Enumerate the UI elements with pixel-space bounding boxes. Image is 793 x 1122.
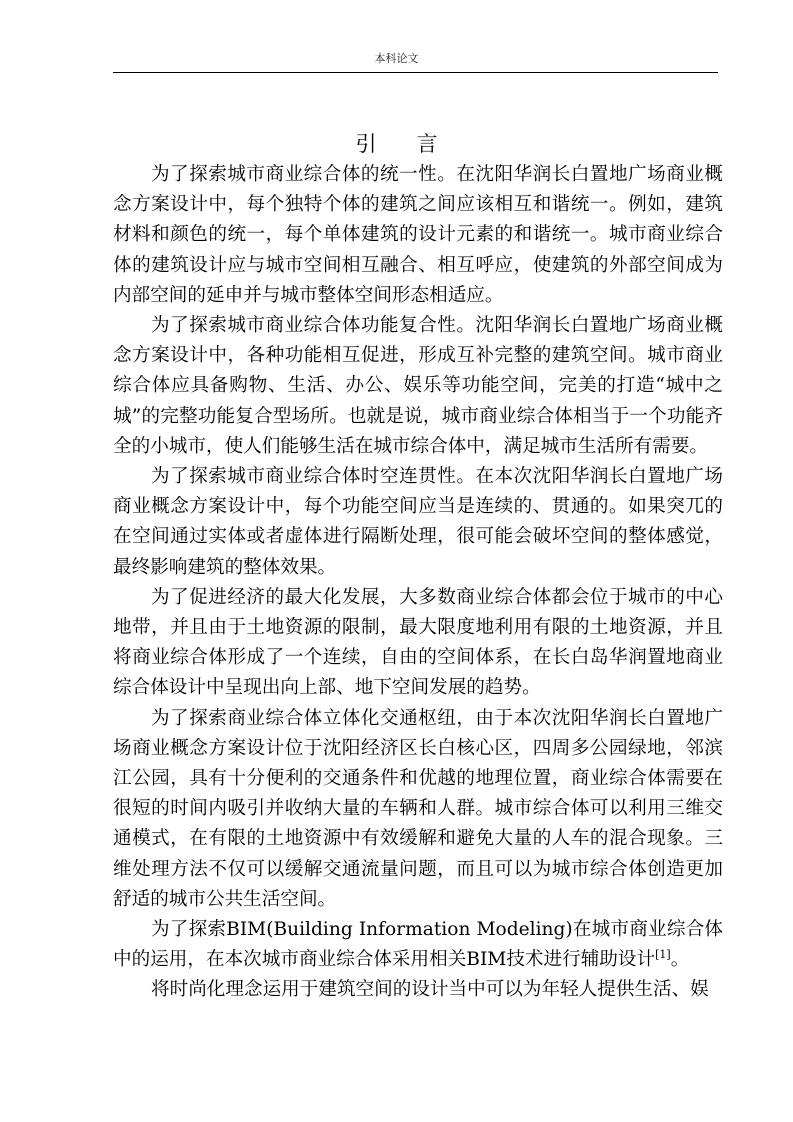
section-title [0, 130, 793, 158]
paragraph-economy: 为了促进经济的最大化发展，大多数商业综合体都会位于城市的中心地带，并且由于土地资源的限制，最大限度地利用有限的土地资源，并且将商业综合体形成了一个连续，自由的空间体系，在长白岛华润置地商业综合体设计中呈现出向上部、地下空间发展的趋势。 [113, 586, 723, 699]
citation-marker: [1] [655, 948, 671, 962]
header-rule [113, 72, 718, 73]
paragraph-traffic: 为了探索商业综合体立体化交通枢纽，由于本次沈阳华润长白置地广场商业概念方案设计位于沈阳经济区长白核心区，四周多公园绿地，邻滨江公园，具有十分便利的交通条件和优越的地理位置，商业综合体需要在很短的时间内吸引并收纳大量的车辆和人群。城市综合体可以利用三维交通模式，在有限的土地资源中有效缓解和避免大量的人车的混合现象。三维处理方法不仅可以缓解交通流量问题，而且可以为城市综合体创造更加舒适的城市公共生活空间。 [113, 707, 723, 910]
section-title-left: 引 [355, 132, 377, 156]
paragraph-bim-end: 。 [670, 949, 690, 971]
paragraph-continuity: 为了探索城市商业综合体时空连贯性。在本次沈阳华润长白置地广场商业概念方案设计中，每个功能空间应当是连续的、贯通的。如果突兀的在空间通过实体或者虚体进行隔断处理，很可能会破坏空间的整体感觉，最终影响建筑的整体效果。 [113, 466, 723, 578]
running-header: 本科论文 [374, 52, 419, 65]
body-text [113, 160, 723, 1006]
paragraph-fashion: 将时尚化理念运用于建筑空间的设计当中可以为年轻人提供生活、娱 [151, 979, 709, 1001]
paragraph-unity: 为了探索城市商业综合体的统一性。在沈阳华润长白置地广场商业概念方案设计中，每个独特个体的建筑之间应该相互和谐统一。例如，建筑材料和颜色的统一，每个单体建筑的设计元素的和谐统一。城市商业综合体的建筑设计应与城市空间相互融合、相互呼应，使建筑的外部空间成为内部空间的延申并与城市整体空间形态相适应。 [113, 164, 723, 306]
paragraph-bim-text: 为了探索BIM(Building Information Modeling)在城市商业综合体中的运用，在本次城市商业综合体采用相关BIM技术进行辅助设计 [113, 919, 723, 971]
paragraph-bim [113, 915, 723, 975]
section-title-right: 言 [416, 132, 438, 156]
paragraph-function: 为了探索城市商业综合体功能复合性。沈阳华润长白置地广场商业概念方案设计中，各种功能相互促进，形成互补完整的建筑空间。城市商业综合体应具备购物、生活、办公、娱乐等功能空间，完美的打造“城中之城”的完整功能复合型场所。也就是说，城市商业综合体相当于一个功能齐全的小城市，使人们能够生活在城市综合体中，满足城市生活所有需要。 [113, 315, 723, 457]
